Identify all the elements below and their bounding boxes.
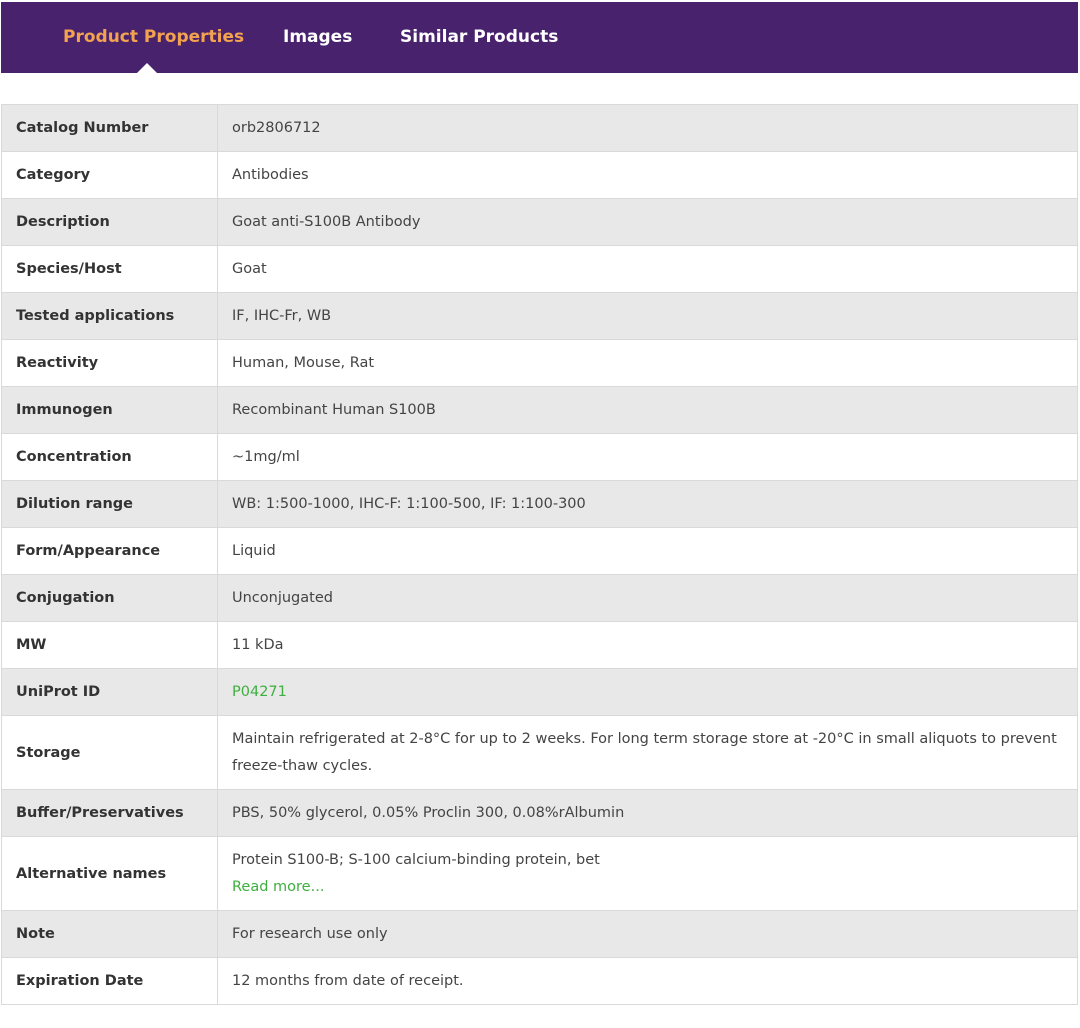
property-label: Conjugation <box>2 575 218 622</box>
table-row <box>2 340 1078 387</box>
table-row <box>2 575 1078 622</box>
property-label: Catalog Number <box>2 105 218 152</box>
property-label: Alternative names <box>2 837 218 911</box>
table-row <box>2 481 1078 528</box>
property-value: Human, Mouse, Rat <box>218 340 1078 387</box>
property-label: Dilution range <box>2 481 218 528</box>
table-row <box>2 622 1078 669</box>
property-label: Note <box>2 911 218 958</box>
property-value-cell <box>218 669 1078 716</box>
table-row <box>2 293 1078 340</box>
table-row <box>2 528 1078 575</box>
property-label: Tested applications <box>2 293 218 340</box>
table-row <box>2 387 1078 434</box>
property-value: IF, IHC-Fr, WB <box>218 293 1078 340</box>
read-more-link[interactable]: Read more... <box>232 878 325 895</box>
table-row <box>2 837 1078 911</box>
property-value: For research use only <box>218 911 1078 958</box>
table-row <box>2 958 1078 1005</box>
property-label: Expiration Date <box>2 958 218 1005</box>
property-value-cell <box>218 837 1078 911</box>
property-value: Goat <box>218 246 1078 293</box>
table-row <box>2 246 1078 293</box>
table-row <box>2 105 1078 152</box>
property-value: Protein S100-B; S-100 calcium-binding protein, bet <box>232 851 600 868</box>
property-label: MW <box>2 622 218 669</box>
uniprot-id-link[interactable]: P04271 <box>232 683 287 700</box>
product-properties-table <box>1 104 1078 1005</box>
property-value: Recombinant Human S100B <box>218 387 1078 434</box>
tab-images[interactable]: Images <box>283 27 353 47</box>
property-value: Goat anti-S100B Antibody <box>218 199 1078 246</box>
table-row <box>2 152 1078 199</box>
property-value: PBS, 50% glycerol, 0.05% Proclin 300, 0.08%rAlbumin <box>218 790 1078 837</box>
tab-product-properties[interactable]: Product Properties <box>63 27 245 47</box>
table-row <box>2 434 1078 481</box>
property-value: Maintain refrigerated at 2-8°C for up to 2 weeks. For long term storage store at -20°C in small aliquots to prevent freeze-thaw cycles. <box>218 716 1078 790</box>
active-tab-pointer <box>137 63 157 73</box>
property-label: Concentration <box>2 434 218 481</box>
table-row <box>2 911 1078 958</box>
property-label: Species/Host <box>2 246 218 293</box>
property-label: Reactivity <box>2 340 218 387</box>
property-value: Antibodies <box>218 152 1078 199</box>
property-label: Buffer/Preservatives <box>2 790 218 837</box>
property-value: Unconjugated <box>218 575 1078 622</box>
property-label: Description <box>2 199 218 246</box>
property-value: orb2806712 <box>218 105 1078 152</box>
table-row <box>2 669 1078 716</box>
table-row <box>2 199 1078 246</box>
property-value: ~1mg/ml <box>218 434 1078 481</box>
table-row <box>2 716 1078 790</box>
property-value: 12 months from date of receipt. <box>218 958 1078 1005</box>
property-label: Storage <box>2 716 218 790</box>
tab-similar-products[interactable]: Similar Products <box>400 27 559 47</box>
property-value: WB: 1:500-1000, IHC-F: 1:100-500, IF: 1:100-300 <box>218 481 1078 528</box>
property-value: 11 kDa <box>218 622 1078 669</box>
property-label: Immunogen <box>2 387 218 434</box>
product-tab-bar <box>1 2 1078 73</box>
property-label: UniProt ID <box>2 669 218 716</box>
property-label: Form/Appearance <box>2 528 218 575</box>
property-value: Liquid <box>218 528 1078 575</box>
table-row <box>2 790 1078 837</box>
property-label: Category <box>2 152 218 199</box>
